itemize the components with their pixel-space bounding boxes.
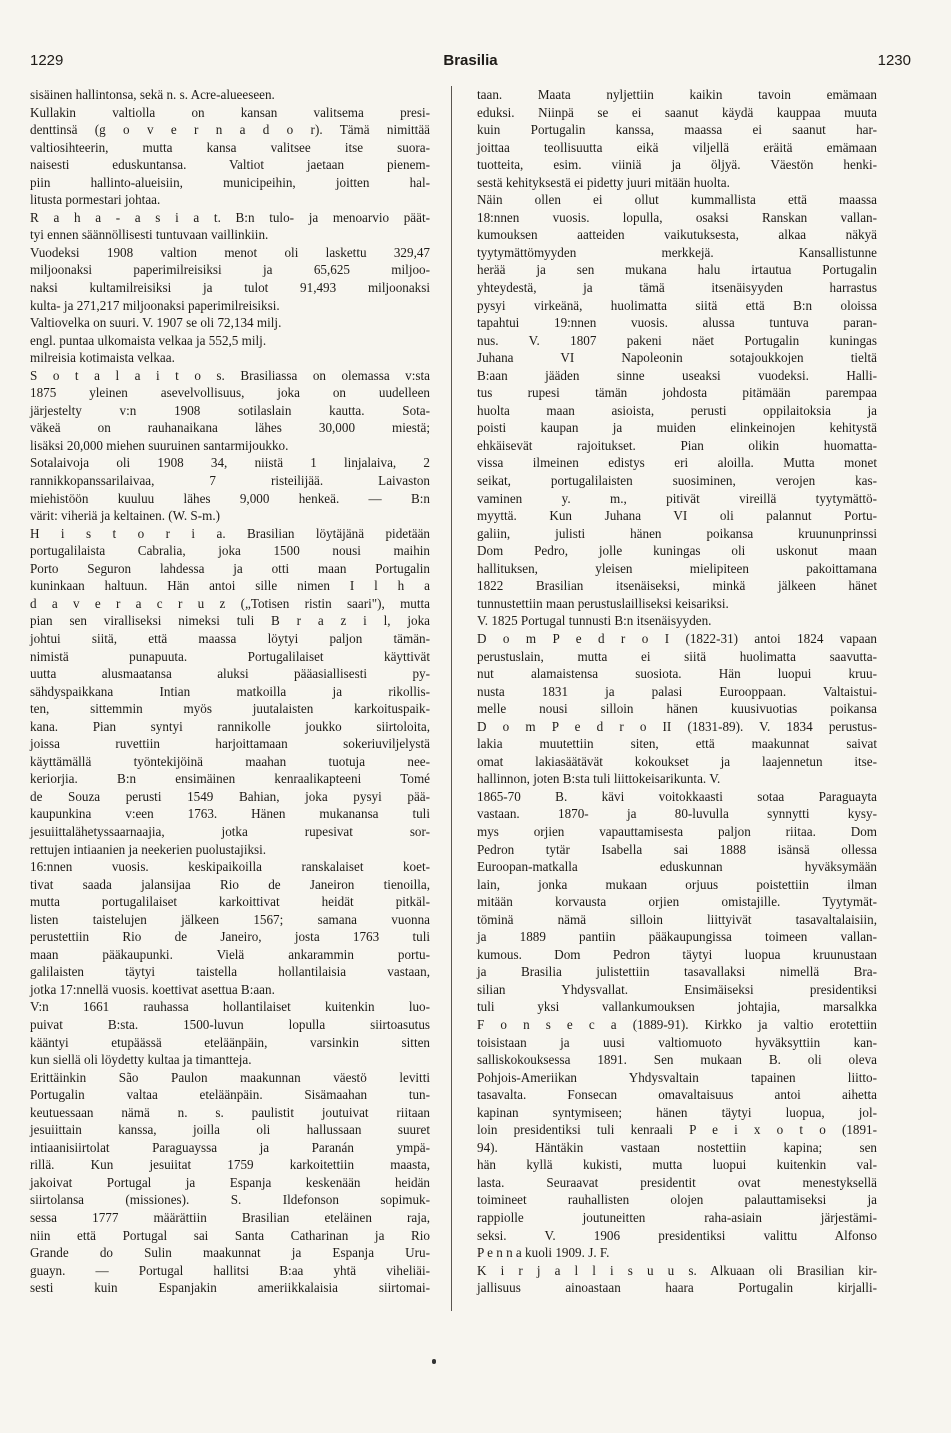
text-line: kana. Pian syntyi rannikolle joukko siirtoloita, xyxy=(30,718,430,734)
print-mark xyxy=(432,1359,436,1364)
text-line: kun siellä oli löydetty kultaa ja timantteja. xyxy=(30,1052,252,1068)
text-line: litusta pormestari johtaa. xyxy=(30,192,161,208)
text-line: joissa ruvettiin harjoittamaan sokeriuviljelystä xyxy=(30,736,430,752)
text-line: miljoonaksi paperimilreisiksi ja 65,625 miljoo- xyxy=(30,262,430,278)
text-line: intiaanisiirtolat Paraguayssa ja Paranán ympä- xyxy=(30,1139,430,1155)
text-line: F o n s e c a (1889-91). Kirkko ja valtio erotettiin xyxy=(477,1016,877,1032)
text-line: puivat B:sta. 1500-luvun lopulla siirtoasutus xyxy=(30,1016,430,1032)
text-line: galiin, julisti hänen poikansa kruununprinssi xyxy=(477,525,877,541)
text-line: nimistä punapuuta. Portugalilaiset käyttivät xyxy=(30,648,430,664)
text-line: naisesti eduskuntansa. Valtiot jaetaan pienem- xyxy=(30,157,430,173)
text-line: milreisia kotimaista velkaa. xyxy=(30,350,175,366)
text-line: rannikkopanssarilaivaa, 7 risteilijää. Laivaston xyxy=(30,473,430,489)
text-line: rappiolle joutuneitten raha-asiain järjestämi- xyxy=(477,1210,877,1225)
text-line: seikat, portugalilaisten suosiminen, verojen kas- xyxy=(477,473,877,489)
text-line: ehkäisevät rajoitukset. Pian olikin huomatta- xyxy=(477,437,877,453)
text-line: galilaisten täytyi taistella hollantilaisia vastaan, xyxy=(30,964,430,980)
text-line: tasavalta. Fonsecan omavaltaisuus antoi aihetta xyxy=(477,1087,877,1103)
text-line: Dom Pedro, jolle kuningas oli uskonut maan xyxy=(477,543,877,559)
page-number-left: 1229 xyxy=(30,52,64,69)
text-line: yhteydestä, ja tämä itsenäisyyden harrastus xyxy=(477,280,877,296)
text-line: H i s t o r i a. Brasilian löytäjänä pidetään xyxy=(30,525,430,541)
text-line: kääntyi etupäässä eteläänpäin, varsinkin sitten xyxy=(30,1034,430,1050)
text-line: järjestelty v:n 1908 sotilaslain kautta. Sota- xyxy=(30,402,430,418)
text-line: jakoivat Portugal ja Espanja keskenään heidän xyxy=(30,1174,430,1190)
text-line: guayn. — Portugal hallitsi B:aa yhtä viheliäi- xyxy=(30,1262,430,1278)
text-line: tunnustettiin maan perustuslailliseksi keisariksi. xyxy=(477,595,729,611)
page-number-right: 1230 xyxy=(877,52,911,69)
right-column xyxy=(477,86,877,1297)
text-line: silian Yhdysvallat. Ensimäiseksi presidentiksi xyxy=(477,981,877,997)
text-line: D o m P e d r o I (1822-31) antoi 1824 vapaan xyxy=(477,630,877,646)
text-line: nut alamaistensa suosiota. Hän luopui kruu- xyxy=(477,666,877,682)
text-line: salliskokouksessa 1891. Sen mukaan B. oli oleva xyxy=(477,1052,877,1068)
page-header xyxy=(30,52,911,76)
text-line: nus. V. 1807 pakeni näet Portugalin kuningas xyxy=(477,332,877,348)
text-line: kuin Portugalin kanssa, maassa ei saanut har- xyxy=(477,122,877,138)
text-line: töminä nämä silloin liittyivät tasavaltalaisiin, xyxy=(477,911,877,927)
text-line: 18:nnen vuosis. lopulla, osaksi Ranskan vallan- xyxy=(477,209,877,225)
text-line: ten, sittemmin myös juutalaisten karkoituspaik- xyxy=(30,701,430,717)
text-line: johtui siitä, että maassa löytyi paljon tämän- xyxy=(30,630,430,646)
text-line: miehistöön kuuluu lähes 9,000 henkeä. — B:n xyxy=(30,490,430,506)
text-line: Portugalin valtaa eteläänpäin. Sisämaahan tun- xyxy=(30,1087,430,1103)
text-line: 94). Häntäkin vastaan nostettiin kapina; sen xyxy=(477,1139,877,1155)
text-line: B:aan jääden sinne useaksi vuodeksi. Halli- xyxy=(477,367,877,383)
text-line: eduksi. Niinpä se ei saanut käydä kauppaa muuta xyxy=(477,104,877,120)
text-line: de Souza perusti 1549 Bahian, joka pysyi pää- xyxy=(30,788,430,804)
text-line: kumous. Dom Pedron täytyi luopua kruunustaan xyxy=(477,946,877,962)
text-line: tus rupesi tämän johdosta pitämään parempaa xyxy=(477,385,877,401)
text-line: pian sen viralliseksi nimeksi tuli B r a z i l, joka xyxy=(30,613,430,629)
text-line: Grande do Sulin maakunnat ja Espanja Uru- xyxy=(30,1245,430,1261)
text-line: siirtolansa (missiones). S. Ildefonson sopimuk- xyxy=(30,1192,430,1208)
text-line: portugalilaista Cabralia, joka 1500 nousi maihin xyxy=(30,543,430,559)
text-line: hallinnon, joten B:sta tuli liittokeisarikunta. V. xyxy=(477,771,721,787)
text-line: keutuessaan nämä n. s. paulistit joutuivat riitaan xyxy=(30,1104,430,1120)
text-line: hallituksen, yleisen mielipiteen pakoittamana xyxy=(477,560,877,576)
text-line: myyttä. Kun Juhana VI oli palannut Portu- xyxy=(477,508,877,524)
text-line: rettujen intiaanien ja neekerien puolustajiksi. xyxy=(30,841,267,857)
text-line: keriorjia. B:n ensimäinen kenraalikapteeni Tomé xyxy=(30,771,430,787)
text-line: Näin ollen ei ollut kummallista että maassa xyxy=(477,192,877,208)
text-line: S o t a l a i t o s. Brasiliassa on olemassa v:sta xyxy=(30,367,430,383)
text-line: jesuiittalähetyssaarnaajia, jotka rupesivat sor- xyxy=(30,823,430,839)
text-line: väkeä on rauhanaikana lähes 30,000 miestä; xyxy=(30,420,430,436)
text-line: naksi kultamilreisiksi ja tulot 91,493 miljoonaksi xyxy=(30,280,430,296)
text-line: käyttämällä työntekijöinä maahan tuotuja nee- xyxy=(30,753,430,769)
text-line: Porto Seguron lahdessa ja otti maan Portugalin xyxy=(30,560,430,576)
text-line: rillä. Kun jesuiitat 1759 karkoitettiin maasta, xyxy=(30,1157,430,1173)
text-line: Erittäinkin São Paulon maakunnan väestö levitti xyxy=(30,1069,430,1085)
page-title: Brasilia xyxy=(443,52,498,69)
text-line: kulta- ja 271,217 miljoonaksi paperimilreisiksi. xyxy=(30,297,280,313)
text-line: omat lakiasäätävät kokoukset ja laajennetun itse- xyxy=(477,753,877,769)
text-line: pysyi virkeänä, huolimatta siitä että B:n oloissa xyxy=(477,297,877,313)
text-line: V. 1825 Portugal tunnusti B:n itsenäisyyden. xyxy=(477,613,712,629)
text-line: tivat saada jalansijaa Rio de Janeiron tienoilla, xyxy=(30,876,430,892)
text-line: V:n 1661 rauhassa hollantilaiset kuitenkin luo- xyxy=(30,999,430,1015)
text-line: listen taistelujen jälkeen 1567; samana vuonna xyxy=(30,911,430,927)
text-line: Juhana VI Napoleonin sotajoukkojen tieltä xyxy=(477,350,877,366)
text-line: P e n n a kuoli 1909. J. F. xyxy=(477,1245,610,1261)
text-line: tuotteita, esim. viiniä ja öljyä. Väestön henki- xyxy=(477,157,877,173)
text-line: R a h a - a s i a t. B:n tulo- ja menoarvio päät- xyxy=(30,209,430,225)
text-line: Euroopan-matkalla eduskunnan hyväksymään xyxy=(477,859,877,875)
text-line: 1822 Brasilian itsenäiseksi, minkä jälkeen hänet xyxy=(477,578,877,594)
left-column xyxy=(30,86,430,1297)
text-line: toisistaan ja uusi valtiomuoto hyväksyttiin kan- xyxy=(477,1034,877,1050)
text-line: 1875 yleinen asevelvollisuus, joka on uudelleen xyxy=(30,385,430,401)
text-line: vaminen y. m., pitivät vireillä tyytymättö- xyxy=(477,490,877,506)
column-divider xyxy=(451,86,452,1311)
text-line: Vuodeksi 1908 valtion menot oli laskettu 329,47 xyxy=(30,244,430,260)
text-line: kuninkaan haltuun. Hän antoi sille nimen I l h a xyxy=(30,578,430,594)
text-line: toimineet rauhallisten olojen palauttamiseksi ja xyxy=(477,1192,877,1208)
text-line: uutta alusmaatansa aluksi pääasiallisesti py- xyxy=(30,666,430,682)
text-line: herää ja sen mukana halu irtautua Portugalin xyxy=(477,262,877,278)
text-line: tapahtui 19:nnen vuosis. alussa tuntuva paran- xyxy=(477,315,877,331)
text-line: värit: viheriä ja keltainen. (W. S-m.) xyxy=(30,508,220,524)
text-line: vastaan. 1870- ja 80-luvulla synnytti kysy- xyxy=(477,806,877,822)
text-line: tyytymättömyyden merkkejä. Kansallistunne xyxy=(477,244,877,260)
text-line: jesuiittain kanssa, joilla oli hallussaan suuret xyxy=(30,1122,430,1138)
text-line: valtiosihteerin, mutta kansa valitsee itse suora- xyxy=(30,139,430,155)
text-line: mitään korvausta orjien omistajille. Tyytymät- xyxy=(477,894,877,910)
text-line: seksi. V. 1906 presidentiksi valittu Alfonso xyxy=(477,1227,877,1243)
text-line: perustuslain, mutta ei siitä huolimatta saavutta- xyxy=(477,648,877,664)
text-line: perustettiin Rio de Janeiro, josta 1763 tuli xyxy=(30,929,430,945)
text-line: d a v e r a c r u z („Totisen ristin saari"), mutta xyxy=(30,595,430,611)
text-line: huolta maan asioista, perusti oppilaitoksia ja xyxy=(477,402,877,418)
text-line: sestä kehityksestä ei pidetty juuri mitään huolta. xyxy=(477,174,730,190)
text-line: kapinan syntymiseen; hänen täytyi luopua, jol- xyxy=(477,1104,877,1120)
text-line: mutta portugalilaiset karkoittivat heidät pitkäl- xyxy=(30,894,430,910)
text-line: lain, jonka mukaan orjuus poistettiin ilman xyxy=(477,876,877,892)
text-line: engl. puntaa ulkomaista velkaa ja 552,5 milj. xyxy=(30,332,267,348)
text-line: piin hallinto-alueisiin, municipeihin, joitten hal- xyxy=(30,174,430,190)
text-line: denttinsä (g o v e r n a d o r). Tämä nimittää xyxy=(30,122,430,138)
text-line: lakia muutettiin siten, että maakunnat saivat xyxy=(477,736,877,752)
text-line: jotka 17:nnellä vuosis. koettivat asettua B:aan. xyxy=(30,981,275,997)
text-line: Sotalaivoja oli 1908 34, niistä 1 linjalaiva, 2 xyxy=(30,455,430,471)
text-line: Kullakin valtiolla on kansan valitsema presi- xyxy=(30,104,430,120)
text-line: kaupunkina v:een 1763. Hänen mukanansa tuli xyxy=(30,806,430,822)
text-line: ja 1889 pantiin pääkaupungissa toimeen vallan- xyxy=(477,929,877,945)
text-line: maan pääkaupunki. Vielä ankarammin portu- xyxy=(30,946,430,962)
text-line: joittaa teollisuutta eikä viljellä eräitä emämaan xyxy=(477,139,877,155)
text-line: mys orjien vapauttamisesta paljon riitaa. Dom xyxy=(477,823,877,839)
text-line: sisäinen hallintonsa, sekä n. s. Acre-alueeseen. xyxy=(30,87,275,102)
text-line: nusta 1831 ja palasi Eurooppaan. Valtaistui- xyxy=(477,683,877,699)
text-line: tyi ennen säännöllisesti tuntuvaan vaillinkiin. xyxy=(30,227,269,243)
text-line: hän kyllä kukisti, mutta luopui kuitenkin val- xyxy=(477,1157,877,1173)
text-line: poisti kaupan ja muiden elinkeinojen kehitystä xyxy=(477,420,877,436)
text-line: loin presidentiksi tuli kenraali P e i x o t o (1891- xyxy=(477,1122,877,1138)
text-line: niin että Portugal sai Santa Catharinan ja Rio xyxy=(30,1227,430,1243)
text-line: K i r j a l l i s u u s. Alkuaan oli Brasilian kir- xyxy=(477,1262,877,1278)
text-line: sähdyspaikkana Intian matkoilla ja rikollis- xyxy=(30,683,430,699)
text-line: lasta. Seuraavat presidentit ovat menestyksellä xyxy=(477,1174,877,1190)
text-line: taan. Maata nyljettiin kaikin tavoin emämaan xyxy=(477,87,877,102)
text-line: Valtiovelka on suuri. V. 1907 se oli 72,134 milj. xyxy=(30,315,282,331)
text-line: kumouksen aatteiden vaikutuksesta, alkaa näkyä xyxy=(477,227,877,243)
text-line: melle nousi silloin hänen kuusivuotias poikansa xyxy=(477,701,877,717)
text-line: tuli yksi vallankumouksen johtajia, marsalkka xyxy=(477,999,877,1015)
text-line: sessa 1777 määrättiin Brasilian eteläinen raja, xyxy=(30,1210,430,1225)
text-line: 16:nnen vuosis. keskipaikoilla ranskalaiset koet- xyxy=(30,859,430,875)
text-line: lisäksi 20,000 miehen suuruinen santarmijoukko. xyxy=(30,437,289,453)
text-line: 1865-70 B. kävi voitokkaasti sotaa Paraguayta xyxy=(477,788,877,804)
text-line: ja Brasilia julistettiin tasavallaksi nimellä Bra- xyxy=(477,964,877,980)
text-line: vissa ilmeinen edistys eri aloilla. Mutta monet xyxy=(477,455,877,471)
text-line: D o m P e d r o II (1831-89). V. 1834 perustus- xyxy=(477,718,877,734)
text-line: sesti kuin Espanjakin ameriikkalaisia siirtomai- xyxy=(30,1280,430,1296)
text-line: jallisuus ainoastaan haara Portugalin kirjalli- xyxy=(477,1280,877,1296)
text-line: Pedron tytär Isabella sai 1888 isänsä ollessa xyxy=(477,841,877,857)
text-line: Pohjois-Ameriikan Yhdysvaltain tapainen liitto- xyxy=(477,1069,877,1085)
